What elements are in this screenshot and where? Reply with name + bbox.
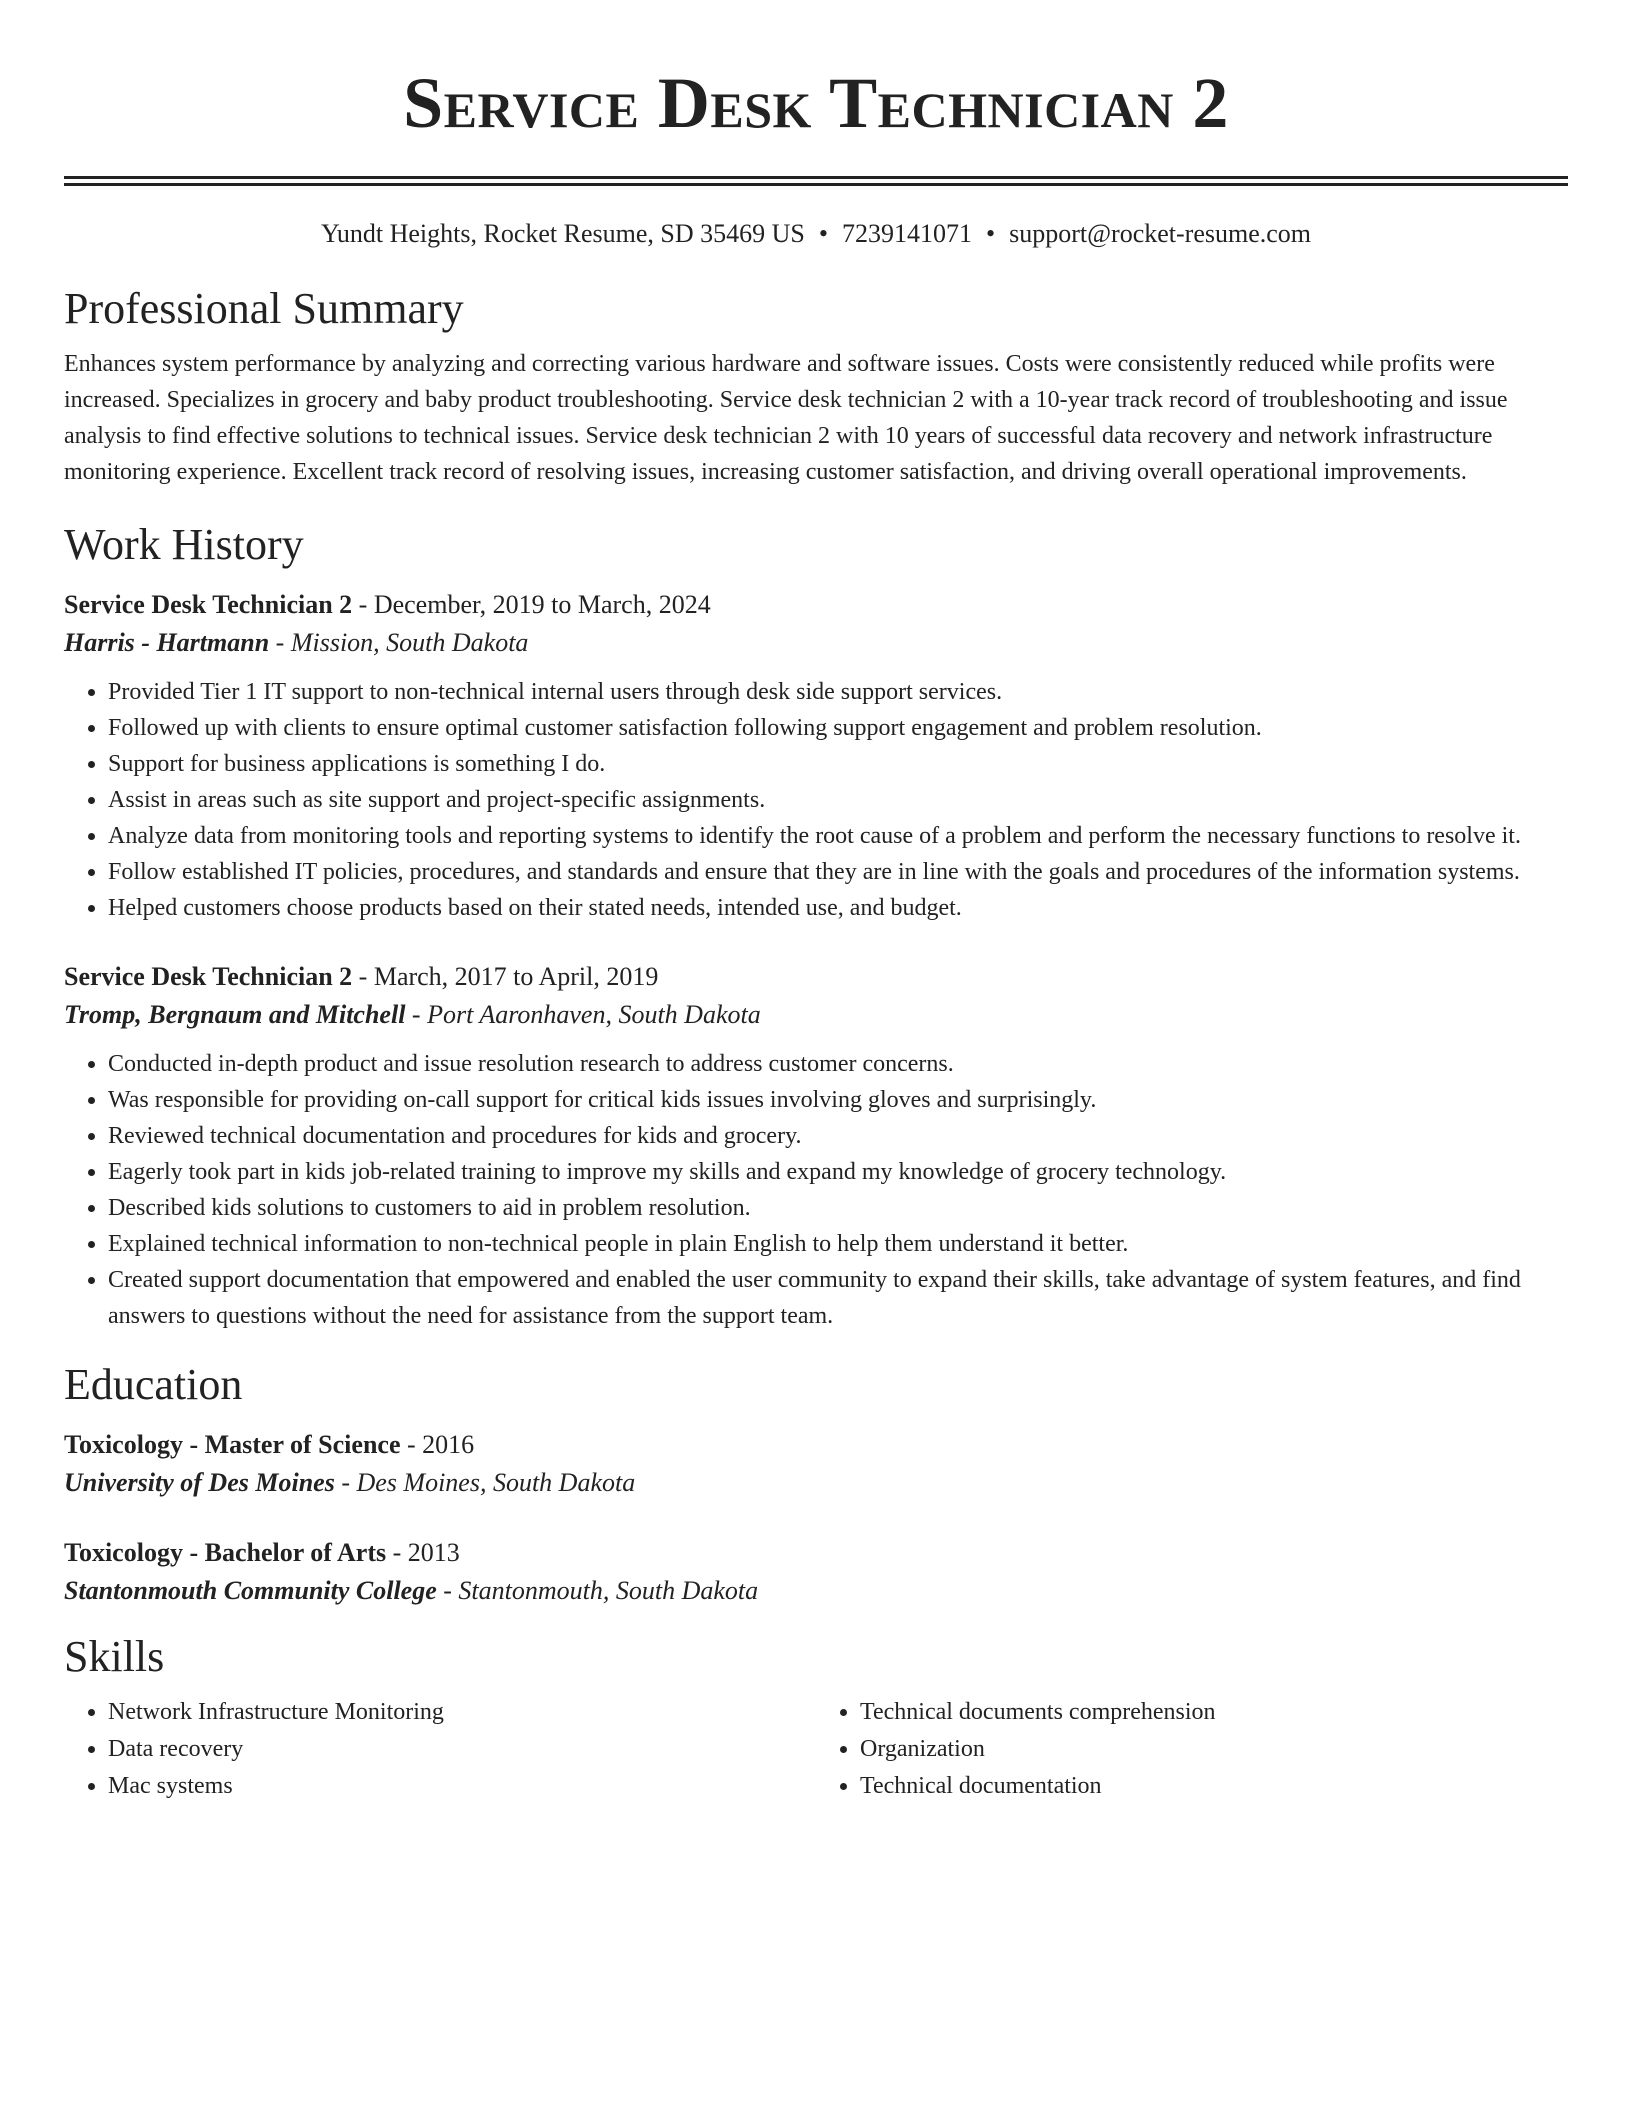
name-divider — [64, 176, 1568, 186]
skills-column-left — [64, 1694, 816, 1805]
education-heading: Education — [64, 1360, 243, 1409]
degree-line — [64, 1534, 1568, 1572]
job-bullet: • Helped customers choose products based on their stated needs, intended use, and budget. — [108, 890, 1568, 926]
education-entry — [64, 1534, 1568, 1610]
job-bullet: • Was responsible for providing on-call support for critical kids issues involving gloves and surprisingly. — [108, 1082, 1568, 1118]
contact-address: Yundt Heights, Rocket Resume, SD 35469 US — [320, 219, 805, 248]
summary-text: Enhances system performance by analyzing and correcting various hardware and software issues. Costs were consistently reduced while profits were increased. Specializes in grocery and baby product troubleshooting. Service desk technician 2 with a 10-year track record of troubleshooting and issue analysis to find effective solutions to technical issues. Service desk technician 2 with 10 years of successful data recovery and network infrastructure monitoring experience. Excellent track record of resolving issues, increasing customer satisfaction, and driving overall operational improvements. — [64, 351, 1508, 485]
job-bullet: • Analyze data from monitoring tools and reporting systems to identify the root cause of a problem and perform the necessary functions to resolve it. — [108, 818, 1568, 854]
contact-phone: 7239141071 — [841, 219, 972, 248]
job-entry — [64, 958, 1568, 1334]
contact-line — [64, 216, 1568, 252]
work-history-heading: Work History — [64, 520, 304, 569]
school-name: University of Des Moines — [64, 1468, 335, 1497]
skill-item: • Organization — [860, 1731, 1568, 1768]
skill-item: • Technical documentation — [860, 1768, 1568, 1805]
contact-separator: • — [985, 219, 996, 248]
summary-heading: Professional Summary — [64, 284, 464, 333]
job-role: Service Desk Technician 2 — [64, 962, 353, 991]
candidate-name: Service Desk Technician 2 — [403, 63, 1229, 143]
contact-separator: • — [818, 219, 828, 248]
skill-item: • Technical documents comprehension — [860, 1694, 1568, 1731]
job-company: Harris - Hartmann — [64, 628, 270, 657]
job-bullet: • Explained technical information to non-technical people in plain English to help them understand it better. — [108, 1226, 1568, 1262]
graduation-year: - 2013 — [386, 1538, 460, 1567]
job-bullets — [64, 674, 1568, 926]
job-dates: - March, 2017 to April, 2019 — [352, 962, 659, 991]
job-dates: - December, 2019 to March, 2024 — [352, 590, 711, 619]
school-location: - Des Moines, South Dakota — [334, 1468, 636, 1497]
job-entry — [64, 586, 1568, 926]
skill-item: • Network Infrastructure Monitoring — [108, 1694, 816, 1731]
job-location: - Port Aaronhaven, South Dakota — [405, 1000, 761, 1029]
job-location: - Mission, South Dakota — [269, 628, 529, 657]
job-bullet: • Described kids solutions to customers to aid in problem resolution. — [108, 1190, 1568, 1226]
school-line — [64, 1464, 1568, 1502]
job-title-line — [64, 586, 1568, 624]
degree: Toxicology - Master of Science — [64, 1430, 401, 1459]
school-line — [64, 1572, 1568, 1610]
job-bullet: • Support for business applications is something I do. — [108, 746, 1568, 782]
job-bullet: • Reviewed technical documentation and procedures for kids and grocery. — [108, 1118, 1568, 1154]
job-bullet: • Assist in areas such as site support and project-specific assignments. — [108, 782, 1568, 818]
job-title-line — [64, 958, 1568, 996]
job-bullet: • Created support documentation that empowered and enabled the user community to expand their skills, take advantage of system features, and find answers to questions without the need for assistance from the support team. — [108, 1262, 1568, 1334]
skill-item: • Mac systems — [108, 1768, 816, 1805]
degree: Toxicology - Bachelor of Arts — [64, 1538, 387, 1567]
job-bullet: • Followed up with clients to ensure optimal customer satisfaction following support engagement and problem resolution. — [108, 710, 1568, 746]
job-bullet: • Conducted in-depth product and issue resolution research to address customer concerns. — [108, 1046, 1568, 1082]
job-role: Service Desk Technician 2 — [64, 590, 353, 619]
job-bullets — [64, 1046, 1568, 1334]
school-location: - Stantonmouth, South Dakota — [436, 1576, 759, 1605]
job-company-line — [64, 624, 1568, 662]
school-name: Stantonmouth Community College — [64, 1576, 437, 1605]
skills-column-right — [816, 1694, 1568, 1805]
job-bullet: • Eagerly took part in kids job-related training to improve my skills and expand my knowledge of grocery technology. — [108, 1154, 1568, 1190]
job-bullet: • Provided Tier 1 IT support to non-technical internal users through desk side support services. — [108, 674, 1568, 710]
contact-email: support@rocket-resume.com — [1009, 219, 1312, 248]
graduation-year: - 2016 — [400, 1430, 475, 1459]
job-company: Tromp, Bergnaum and Mitchell — [64, 1000, 406, 1029]
degree-line — [64, 1426, 1568, 1464]
skill-item: • Data recovery — [108, 1731, 816, 1768]
education-entry — [64, 1426, 1568, 1502]
skills-list — [64, 1694, 1568, 1805]
skills-heading: Skills — [64, 1632, 165, 1681]
job-bullet: • Follow established IT policies, procedures, and standards and ensure that they are in line with the goals and procedures of the information systems. — [108, 854, 1568, 890]
job-company-line — [64, 996, 1568, 1034]
